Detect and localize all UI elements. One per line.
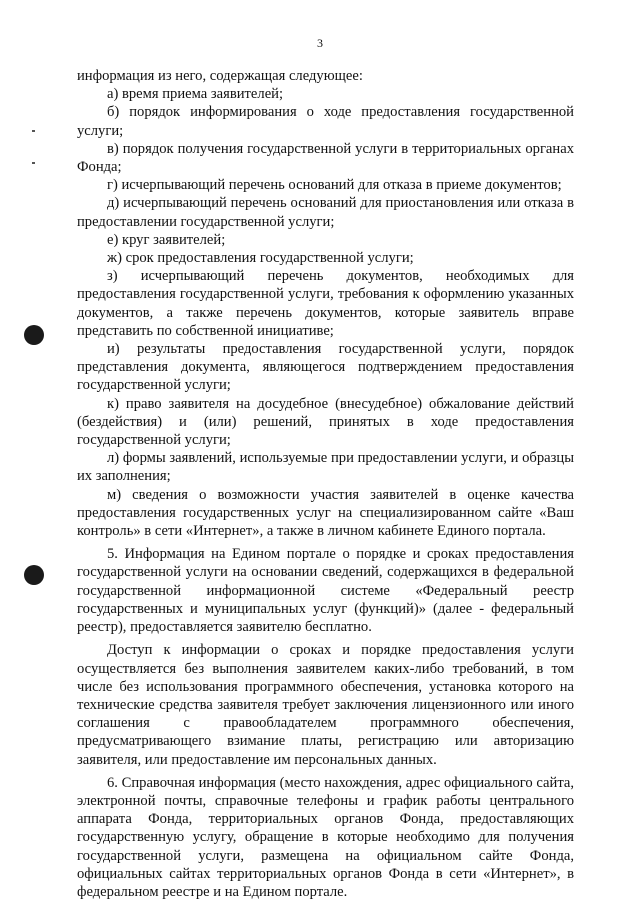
- list-item-z: з) исчерпывающий перечень документов, необходимых для предоставления государственной услуги, требования к оформлению указанных документов, а также перечень документов, которые заявитель вправе представить по собственной инициативе;: [77, 268, 574, 339]
- list-item-i: и) результаты предоставления государственной услуги, порядок представления документа, являющегося подтверждением предоставления государственной услуги;: [77, 341, 574, 394]
- paragraph-intro: информация из него, содержащая следующее:: [77, 68, 363, 84]
- list-item-g: г) исчерпывающий перечень оснований для отказа в приеме документов;: [107, 177, 562, 194]
- document-body: [77, 67, 574, 901]
- list-item-k: к) право заявителя на досудебное (внесудебное) обжалование действий (бездействия) и (или) решений, принятых в ходе предоставления государственной услуги;: [77, 395, 574, 449]
- list-item-v: в) порядок получения государственной услуги в территориальных органах Фонда;: [77, 140, 574, 176]
- page-number: 3: [317, 36, 323, 50]
- paragraph-6: 6. Справочная информация (место нахождения, адрес официального сайта, электронной почты, справочные телефоны и график работы центрального аппарата Фонда, территориальных органов Фонда, предоставляющих государственную услугу, обращение в которые необходимо для получения государственной услуги, размещена на официальном сайте Фонда, официальных сайтах территориальных органов Фонда в сети «Интернет», в федеральном реестре и на Едином портале.: [77, 774, 574, 900]
- list-item-l: л) формы заявлений, используемые при предоставлении услуги, и образцы их заполнения;: [77, 450, 574, 485]
- list-item-zh: ж) срок предоставления государственной услуги;: [107, 250, 414, 267]
- list-item-d: д) исчерпывающий перечень оснований для приостановления или отказа в предоставлении государственной услуги;: [77, 195, 574, 230]
- punch-hole-lower: [24, 565, 44, 585]
- list-item-b: б) порядок информирования о ходе предоставления государственной услуги;: [77, 104, 574, 139]
- paragraph-access: Доступ к информации о сроках и порядке предоставления услуги осуществляется без выполнения заявителем каких-либо требований, в том числе без использования программного обеспечения, установка которого на технические средства заявителя требует заключения лицензионного или иного соглашения с правообладателем программного обеспечения, предусматривающего взимание платы, регистрацию или авторизацию заявителя, или предоставление им персональных данных.: [77, 642, 574, 768]
- scan-mark: [32, 130, 35, 132]
- scan-mark: [32, 162, 35, 164]
- paragraph-5: 5. Информация на Едином портале о порядке и сроках предоставления государственной услуги на основании сведений, содержащихся в федеральной государственной информационной системе «Федеральный реестр государственных и муниципальных услуг (функций)» (далее - федеральный реестр), предоставляется заявителю бесплатно.: [77, 546, 574, 636]
- list-item-e: е) круг заявителей;: [107, 231, 226, 248]
- list-item-a: а) время приема заявителей;: [107, 86, 284, 103]
- punch-hole-upper: [24, 325, 44, 345]
- list-item-m: м) сведения о возможности участия заявителей в оценке качества предоставления государственных услуг на специализированном сайте «Ваш контроль» в сети «Интернет», а также в личном кабинете Единого портала.: [77, 486, 574, 540]
